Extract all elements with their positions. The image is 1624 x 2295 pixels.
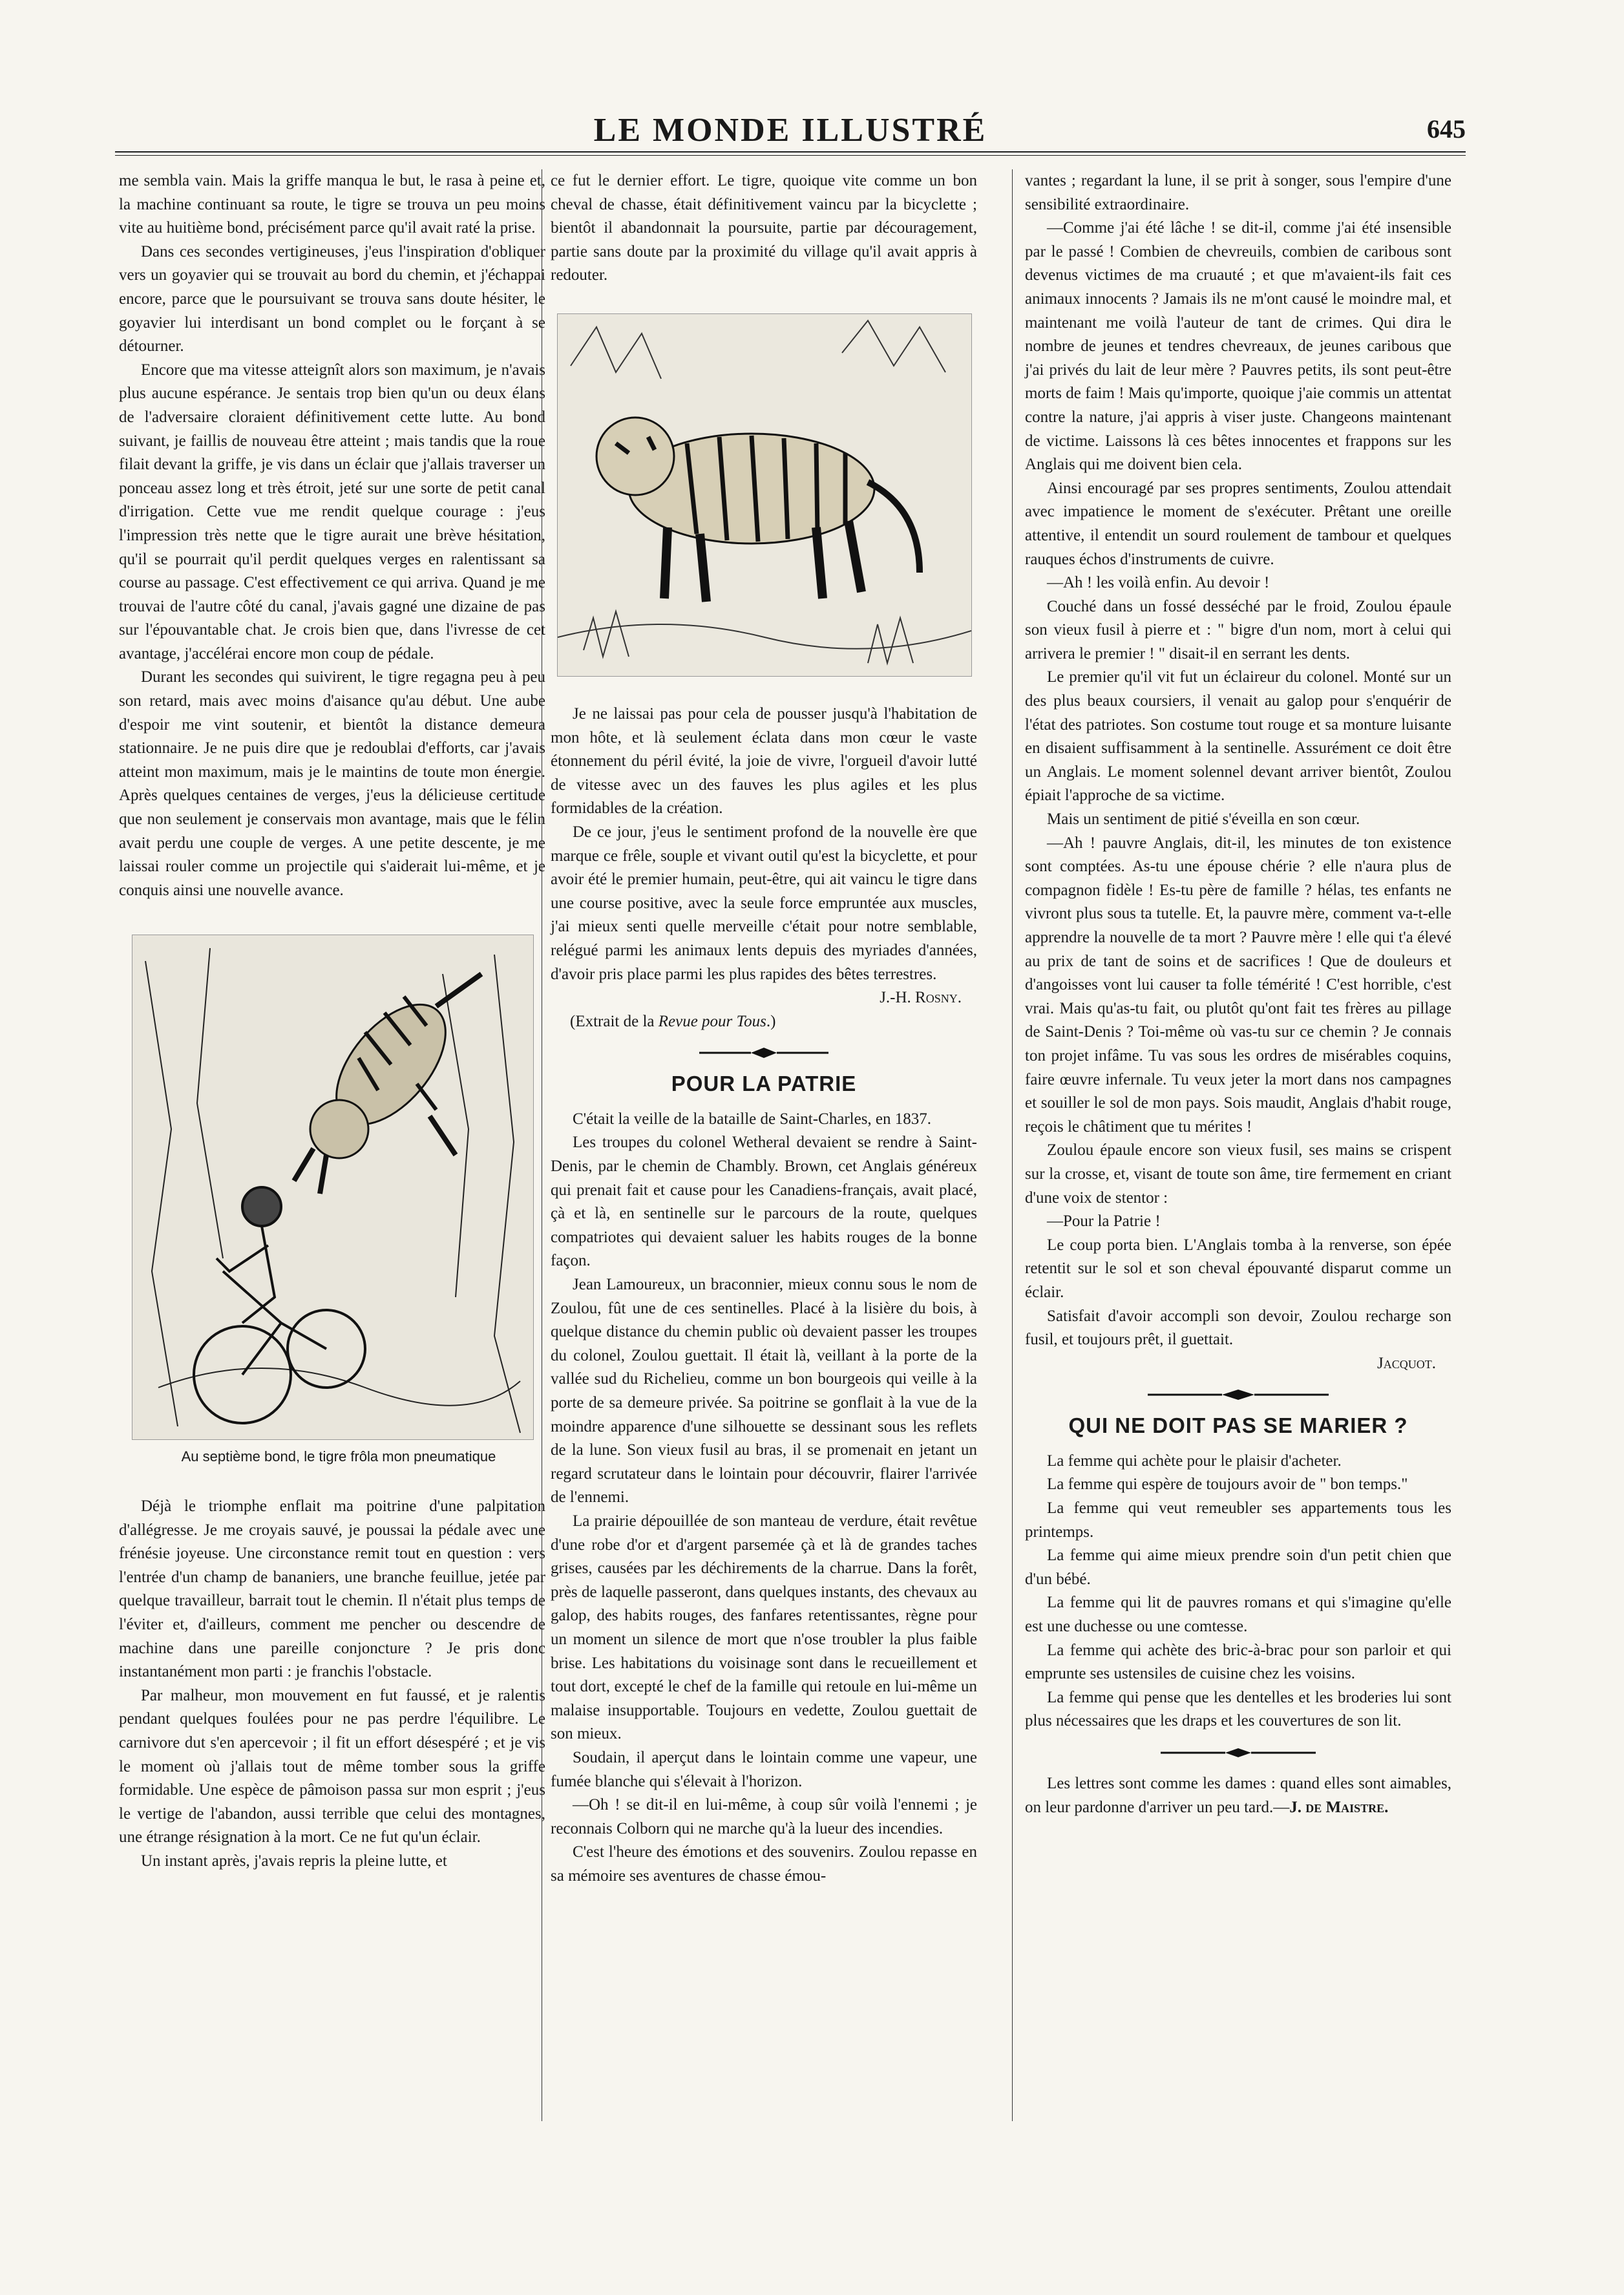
paragraph: Mais un sentiment de pitié s'éveilla en son cœur. [1047, 810, 1360, 829]
list-item: La femme qui achète des bric-à-brac pour son parloir et qui emprunte ses ustensiles de cuisine chez les voisins. [1025, 1641, 1451, 1683]
quote-author: J. de Maistre. [1289, 1798, 1389, 1816]
paragraph: De ce jour, j'eus le sentiment profond de la nouvelle ère que marque ce frêle, souple et vivant outil qu'est la bicyclette, et pour avoir été le premier humain, peut-être, qui ait vaincu le tigre dans une course positive, avec la seule force empruntée aux muscles, j'ai mieux senti quelle merveille c'était pour notre semblable, relégué parmi les animaux lents depuis des myriades d'années, d'avoir pris place parmi les plus rapides des bêtes terrestres. [551, 823, 977, 983]
list-item: La femme qui veut remeubler ses appartements tous les printemps. [1025, 1499, 1451, 1541]
paragraph: Encore que ma vitesse atteignît alors son maximum, je n'avais plus aucune espérance. Je sentais trop bien qu'un ou deux élans de l'adversaire cloraient définitivement cette lutte. Au bond suivant, je faillis de nouveau être atteint ; mais tandis que la roue filait devant la griffe, je vis dans un éclair que j'allais traverser un ponceau assez long et très étroit, jeté sur une sorte de petit canal d'irrigation. Cette vue me rendit quelque courage : j'eus l'impression très nette que le tigre aurait une brève hésitation, qu'il se pourrait qu'il perdit quelques verges en ralentissant sa course au passage. C'est effectivement ce qui arriva. Quand je me trouvai de l'autre côté du canal, j'avais gagné une dizaine de pas sur l'épouvantable chat. Je crois bien que, dans l'ivresse de cet avantage, j'accélérai encore mon coup de pédale. [119, 361, 545, 662]
paragraph: Ainsi encouragé par ses propres sentiments, Zoulou attendait avec impatience le moment de s'exécuter. Prêtant une oreille attentive, il entendit un sourd roulement de tambour et quelques rauques échos d'instruments de cuivre. [1025, 479, 1451, 568]
paragraph: vantes ; regardant la lune, il se prit à songer, sous l'empire d'une sensibilité extraordinaire. [1025, 172, 1451, 213]
paragraph: —Pour la Patrie ! [1047, 1212, 1161, 1231]
paragraph: Dans ces secondes vertigineuses, j'eus l'inspiration d'obliquer vers un goyavier qui se trouvait au bord du chemin, et j'échappai encore, parce que le poursuivant se trouva sans doute hésiter, le goyavier lui interdisant un bond complet ou le forçant à se détourner. [119, 242, 545, 355]
paragraph: C'est l'heure des émotions et des souvenirs. Zoulou repasse en sa mémoire ses aventures de chasse émou- [551, 1843, 977, 1885]
figure-caption: Au septième bond, le tigre frôla mon pneumatique [181, 1448, 496, 1465]
paragraph: Déjà le triomphe enflait ma poitrine d'une palpitation d'allégresse. Je me croyais sauvé, je poussai la pédale avec une frénésie joyeuse. Une circonstance remit tout en question : vers l'entrée d'un champ de bananiers, une branche feuillue, jetée par quelque travailleur, barrait tout le chemin. Il n'était plus temps de l'éviter et, d'ailleurs, comment me pencher ou descendre de machine dans une pareille conjoncture ? Je pris donc instantanément mon parti : je franchis l'obstacle. [119, 1497, 545, 1681]
list-item: La femme qui espère de toujours avoir de " bon temps." [1047, 1475, 1408, 1494]
list-item: La femme qui achète pour le plaisir d'acheter. [1047, 1452, 1342, 1470]
paragraph: Satisfait d'avoir accompli son devoir, Zoulou recharge son fusil, et toujours prêt, il guettait. [1025, 1307, 1451, 1349]
column-1 [119, 169, 545, 1874]
paragraph: —Comme j'ai été lâche ! se dit-il, comme j'ai été insensible par le passé ! Combien de chevreuils, combien de caribous sont devenus victimes de ma cruauté ; et que m'avaient-ils fait ces animaux innocents ? Jamais ils ne m'ont causé le moindre mal, et maintenant me voilà l'auteur de tant de crimes. Qui dira le nombre de jeunes et tendres chevreaux, de jeunes caribous que j'ai privés du lait de leur mère ? Pauvres petits, ils sont peut-être morts de faim ! Mais qu'importe, quoique j'aie commis un attentat contre la nature, j'ai appris à viser juste. Changeons maintenant de victime. Laissons là ces bêtes innocentes et frappons sur les Anglais qui me doivent bien cela. [1025, 219, 1451, 474]
paragraph: Par malheur, mon mouvement en fut faussé, et je ralentis pendant quelques foulées pour ne pas perdre l'équilibre. Le carnivore dut s'en apercevoir ; il fit un effort désespéré ; et je vis le moment où j'allais tout de même tomber sous la griffe formidable. Une espèce de pâmoison passa sur mon esprit ; j'eus le vertige de l'abandon, aussi terrible que celui des montagnes, une étrange résignation à la mort. Ce ne fut qu'un éclair. [119, 1686, 545, 1846]
masthead-title: LE MONDE ILLUSTRÉ [593, 112, 987, 149]
paragraph: La prairie dépouillée de son manteau de verdure, était revêtue d'une robe d'or et d'argent parsemée çà et là de grandes taches grises, causées par les déchirements de la charrue. Dans la forêt, près de laquelle passeront, dans quelques instants, des chevaux au galop, des habits rouges, des fanfares retentissantes, règne pour un moment un silence de mort que n'ose troubler la plus faible brise. Les habitations du voisinage sont dans le recueillement et tout dort, excepté le chef de la famille qui retoule en lui-même un malaise insupportable. Toujours en vedette, Zoulou guettait de son mieux. [551, 1512, 977, 1743]
source-title: Revue pour Tous [658, 1012, 766, 1030]
header-rule [115, 151, 1466, 153]
paragraph: Durant les secondes qui suivirent, le tigre regagna peu à peu son retard, mais avec moins d'aisance qu'au début. Une aube d'espoir me vint soutenir, et bientôt la distance demeura stationnaire. Je ne puis dire que je redoublai d'efforts, car j'avais atteint mon maximum, mais je le maintins de toute mon énergie. Après quelques centaines de verges, j'eus la délicieuse certitude que non seulement je conservais mon avantage, mais que le félin avait perdu une couple de verges. A une petite descente, je me laissai rouler comme un projectile qui s'aiderait lui-même, et je conquis ainsi une nouvelle avance. [119, 668, 545, 899]
paragraph: —Oh ! se dit-il en lui-même, à coup sûr voilà l'ennemi ; je reconnais Colborn qui ne marche qu'à la lueur des incendies. [551, 1796, 977, 1837]
paragraph: Couché dans un fossé desséché par le froid, Zoulou épaule son vieux fusil à pierre et : " bigre d'un nom, mort à celui qui arrivera le premier ! " disait-il en serrant les dents. [1025, 597, 1451, 662]
page-number: 645 [1427, 114, 1466, 143]
section-title: QUI NE DOIT PAS SE MARIER ? [1068, 1413, 1408, 1438]
header-rule-thin [115, 155, 1466, 156]
paragraph: Le premier qu'il vit fut un éclaireur du colonel. Monté sur un des plus beaux coursiers, il venait au galop pour s'enquérir de l'état des patriotes. Son costume tout rouge et sa monture luisante en disaient suffisamment à la sentinelle. Assurément ce doit être un Anglais. Le moment solennel devant arriver bientôt, Zoulou épiait l'approche de sa victime. [1025, 668, 1451, 805]
paragraph: Jean Lamoureux, un braconnier, mieux connu sous le nom de Zoulou, fût une de ces sentinelles. Placé à la lisière du bois, à quelque distance du chemin public où devaient passer les troupes du colonel, Zoulou guettait. Il était là, veillant à la porte de la vallée sud du Richelieu, comme un bon bourgeois qui veille à la porte de sa demeure privée. Sa poitrine se gonflait à la vue de la moindre apparence d'une silhouette se dessinant sous les reflets de la lune. Son vieux fusil au bras, il se promenait en jetant un regard scrutateur dans le lointain pour découvrir, flairer l'arrivée de l'ennemi. [551, 1276, 977, 1507]
paragraph: ce fut le dernier effort. Le tigre, quoique vite comme un bon cheval de chasse, était définitivement vaincu par la bicyclette ; bientôt il abandonnait la poursuite, partie par découragement, partie sans doute par la proximité du village qu'il avait appris à redouter. [551, 172, 977, 284]
paragraph: —Ah ! les voilà enfin. Au devoir ! [1047, 574, 1270, 592]
paragraph: C'était la veille de la bataille de Saint-Charles, en 1837. [573, 1110, 932, 1128]
list-item: La femme qui lit de pauvres romans et qui s'imagine qu'elle est une duchesse ou une comtesse. [1025, 1594, 1451, 1636]
quote-text: Les lettres sont comme les dames : quand elles sont aimables, on leur pardonne d'arriver un peu tard.— [1025, 1775, 1451, 1816]
signature: Jacquot. [1377, 1354, 1436, 1372]
column-2 [551, 169, 977, 1888]
source-prefix: (Extrait de la [570, 1012, 659, 1030]
source-note [551, 1010, 977, 1034]
paragraph: Je ne laissai pas pour cela de pousser jusqu'à l'habitation de mon hôte, et là seulement éclata dans mon cœur le vaste étonnement du péril évité, la joie de vivre, l'orgueil d'avoir lutté de vitesse avec un des fauves les plus agiles et les plus formidables de la création. [551, 704, 977, 818]
list-item: La femme qui pense que les dentelles et les broderies lui sont plus nécessaires que les draps et les couvertures de son lit. [1025, 1688, 1451, 1730]
paragraph: Les troupes du colonel Wetheral devaient se rendre à Saint-Denis, par le chemin de Chambly. Brown, cet Anglais généreux qui prenait fait et cause pour les Canadiens-français, avait placé, çà et là, en sentinelle sur le parcours de la route, quelques compatriotes qui devaient saluer les habits rouges de la bonne façon. [551, 1134, 977, 1270]
paragraph: Soudain, il aperçut dans le lointain comme une vapeur, une fumée blanche qui s'élevait à l'horizon. [551, 1748, 977, 1790]
column-3 [1025, 169, 1451, 1819]
ornament-divider-icon [699, 1046, 828, 1059]
figure-cyclist [132, 935, 545, 1469]
list-item: La femme qui aime mieux prendre soin d'un petit chien que d'un bébé. [1025, 1547, 1451, 1588]
continuation [119, 1495, 545, 1874]
section-title: POUR LA PATRIE [671, 1072, 857, 1096]
paragraph: —Ah ! pauvre Anglais, dit-il, les minutes de ton existence sont comptées. As-tu une épouse chérie ? elle n'aura plus de compagnon fidèle ! Es-tu père de famille ? hélas, tes enfants ne vivront plus sous ta tutelle. Et, la pauvre mère, comment va-t-elle apprendre la nouvelle de ta mort ? Pauvre mère ! elle qui t'a élevé au prix de tant de soins et de sacrifices ! Que de douleurs et d'angoisses vont lui causer ta folle témérité ! C'est horrible, c'est vrai. Mais qu'as-tu fait, ou plutôt qu'ont fait tes frères au pillage de Saint-Denis ? Toi-même où vas-tu sur ce chemin ? Je connais ton projet infâme. Tu vas sous les ordres de misérables coquins, faire œuvre infernale. Tu veux jeter la mort dans nos campagnes et souiller le sol de mon pays. Sois maudit, Anglais d'habit rouge, reçois le châtiment que tu mérites ! [1025, 834, 1451, 1136]
paragraph: Zoulou épaule encore son vieux fusil, ses mains se crispent sur la crosse, et, visant de toute son âme, tire fermement en criant d'une voix de stentor : [1025, 1141, 1451, 1207]
paragraph: me sembla vain. Mais la griffe manqua le but, le rasa à peine et, la machine continuant sa route, le tigre se trouva un peu moins vite au huitième bond, précisément parce qu'il avait raté la prise. [119, 172, 545, 237]
ornament-divider-icon [1161, 1746, 1316, 1759]
source-suffix: .) [766, 1012, 776, 1030]
masthead [115, 109, 1466, 147]
tiger-illustration-icon [557, 313, 972, 677]
paragraph: Un instant après, j'avais repris la pleine lutte, et [141, 1852, 447, 1870]
closing-quote [1025, 1772, 1451, 1819]
signature: J.-H. Rosny. [880, 989, 962, 1007]
ornament-divider-icon [1148, 1388, 1329, 1401]
paragraph: Le coup porta bien. L'Anglais tomba à la renverse, son épée retentit sur le sol et son cheval épouvanté disparut comme un éclair. [1025, 1236, 1451, 1301]
tiger-cyclist-illustration-icon [132, 935, 534, 1440]
column-divider [1012, 169, 1013, 2121]
